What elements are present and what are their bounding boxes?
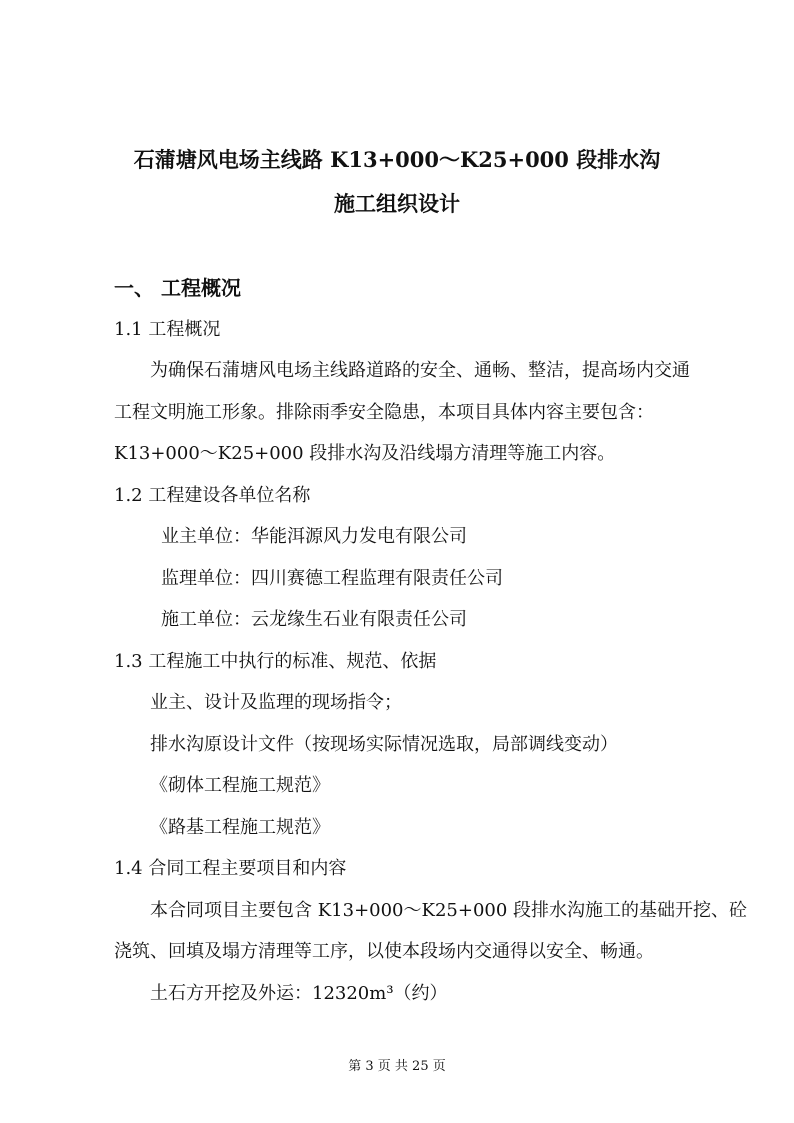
basis-item-2: 排水沟原设计文件（按现场实际情况选取，局部调线变动） — [150, 734, 618, 755]
basis-item-3: 《砌体工程施工规范》 — [150, 775, 330, 796]
owner-unit: 业主单位：华能洱源风力发电有限公司 — [161, 526, 467, 547]
earthwork-quantity: 土石方开挖及外运：12320m³（约） — [150, 983, 448, 1004]
basis-item-4: 《路基工程施工规范》 — [150, 817, 330, 838]
section-heading-overview: 一、 工程概况 — [114, 276, 241, 300]
supervisor-unit: 监理单位：四川赛德工程监理有限责任公司 — [161, 568, 503, 589]
paragraph-1-4-line1: 本合同项目主要包含 K13+000～K25+000 段排水沟施工的基础开挖、砼 — [150, 900, 748, 921]
basis-item-1: 业主、设计及监理的现场指令； — [150, 692, 402, 713]
contractor-unit: 施工单位：云龙缘生石业有限责任公司 — [161, 609, 467, 630]
subheading-1-2: 1.2 工程建设各单位名称 — [114, 485, 311, 506]
subheading-1-4: 1.4 合同工程主要项目和内容 — [114, 858, 347, 879]
paragraph-1-1-line2: 工程文明施工形象。排除雨季安全隐患，本项目具体内容主要包含： — [114, 402, 654, 423]
paragraph-1-1-line1: 为确保石蒲塘风电场主线路道路的安全、通畅、整洁，提高场内交通 — [150, 360, 690, 381]
paragraph-1-1-line3: K13+000～K25+000 段排水沟及沿线塌方清理等施工内容。 — [114, 443, 616, 464]
document-title-line2: 施工组织设计 — [334, 191, 460, 216]
document-title-line1: 石蒲塘风电场主线路 K13+000～K25+000 段排水沟 — [133, 147, 661, 172]
page-number-footer: 第 3 页 共 25 页 — [348, 1059, 446, 1074]
subheading-1-3: 1.3 工程施工中执行的标准、规范、依据 — [114, 651, 437, 672]
paragraph-1-4-line2: 浇筑、回填及塌方清理等工序，以使本段场内交通得以安全、畅通。 — [114, 941, 654, 962]
subheading-1-1: 1.1 工程概况 — [114, 319, 221, 340]
